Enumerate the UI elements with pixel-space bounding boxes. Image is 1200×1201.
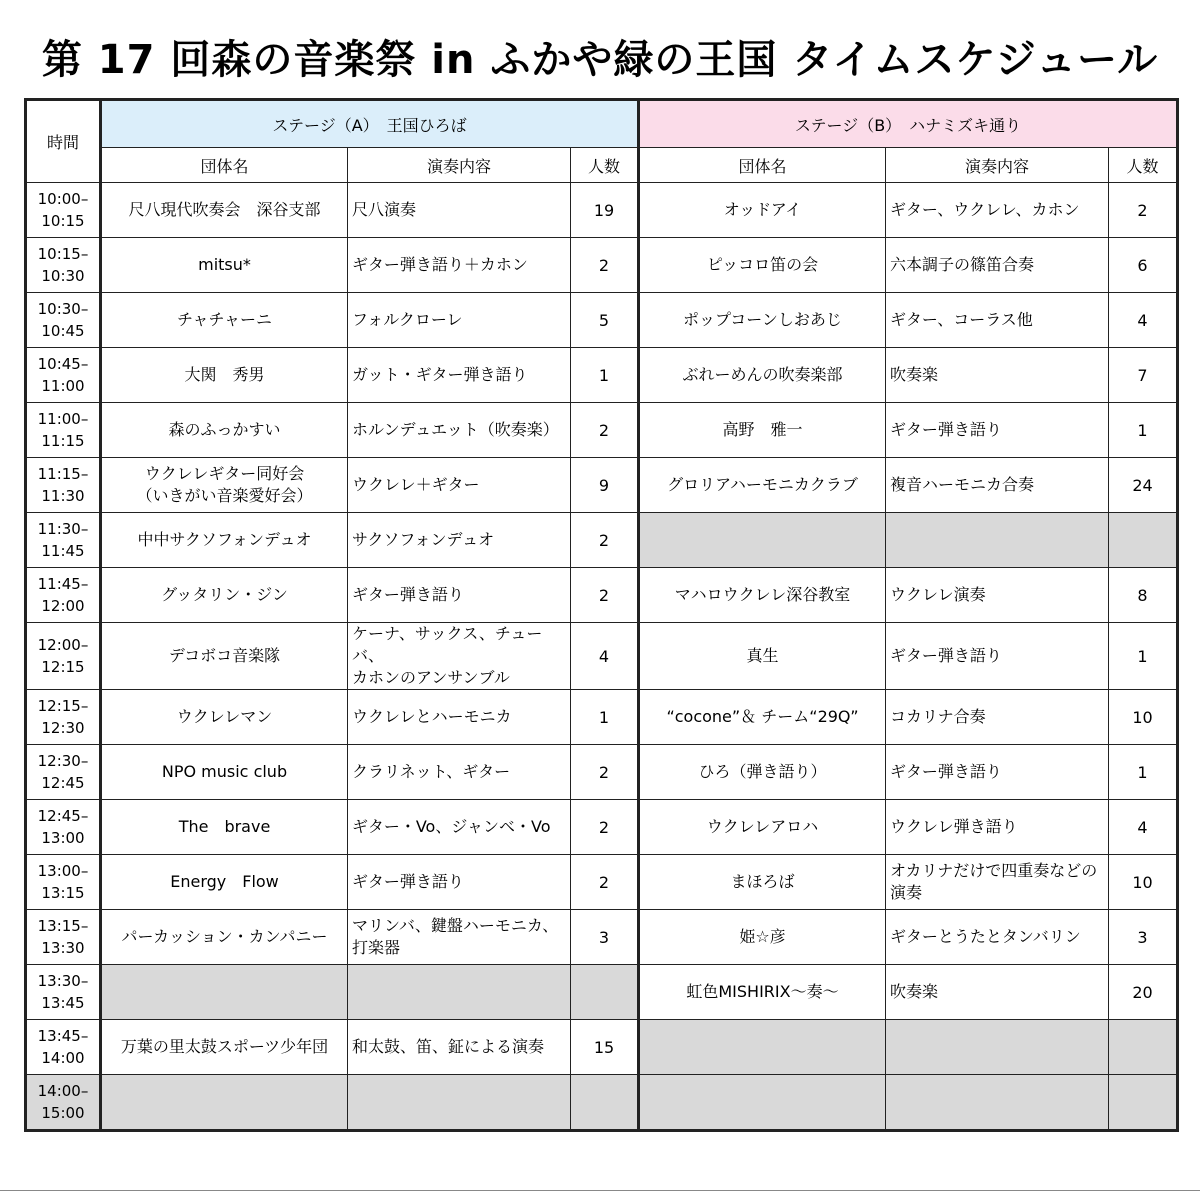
table-row [26, 855, 1178, 910]
page-title: 第 17 回森の音楽祭 in ふかや緑の王国 タイムスケジュール [41, 37, 1159, 83]
stage-a-content-cell [348, 403, 571, 458]
time-cell [26, 1020, 101, 1075]
stage-b-content-cell [886, 458, 1109, 513]
time-start: 13:45– [37, 1027, 89, 1045]
table-row [26, 403, 1178, 458]
stage-a-group-cell [101, 458, 348, 513]
stage-a-count-cell: 19 [571, 183, 639, 238]
stage-a-group-cell [101, 183, 348, 238]
stage-b-count-header: 人数 [1109, 148, 1178, 183]
performance-content-line: クラリネット、ギター [352, 762, 511, 781]
performance-content-line: ギター、コーラス他 [890, 310, 1033, 329]
stage-b-count-cell: 8 [1109, 568, 1178, 623]
stage-b-group-cell [639, 690, 886, 745]
stage-a-count-header: 人数 [571, 148, 639, 183]
stage-a-count-cell: 2 [571, 855, 639, 910]
time-end: 10:45 [41, 322, 85, 340]
stage-b-group-cell [639, 293, 886, 348]
stage-b-group-cell [639, 1020, 886, 1075]
stage-a-group-cell [101, 293, 348, 348]
group-name-line: 尺八現代吹奏会 深谷支部 [128, 200, 321, 219]
performance-content-line: フォルクローレ [352, 310, 463, 329]
stage-b-count-cell: 1 [1109, 403, 1178, 458]
performance-content-line: 複音ハーモニカ合奏 [890, 475, 1035, 494]
stage-b-group-cell [639, 910, 886, 965]
stage-b-count-cell [1109, 513, 1178, 568]
time-start: 10:15– [37, 245, 89, 263]
stage-a-content-cell [348, 745, 571, 800]
stage-a-header: ステージ（A） 王国ひろば [101, 100, 639, 148]
stage-b-count-cell: 4 [1109, 293, 1178, 348]
stage-b-content-cell [886, 1020, 1109, 1075]
table-row [26, 458, 1178, 513]
stage-a-count-cell: 4 [571, 623, 639, 690]
table-row [26, 623, 1178, 690]
performance-content-line: サクソフォンデュオ [352, 530, 495, 549]
stage-a-group-cell [101, 690, 348, 745]
stage-a-content-cell [348, 965, 571, 1020]
stage-b-count-cell: 1 [1109, 623, 1178, 690]
time-cell [26, 965, 101, 1020]
group-name-line: 高野 雅一 [722, 420, 803, 439]
stage-b-group-header: 団体名 [639, 148, 886, 183]
stage-b-group-cell [639, 183, 886, 238]
time-header: 時間 [26, 100, 101, 183]
time-cell [26, 690, 101, 745]
performance-content-line: オカリナだけで四重奏などの [890, 861, 1098, 880]
table-row [26, 800, 1178, 855]
performance-content-line: カホンのアンサンブル [352, 668, 510, 687]
performance-content-line: 演奏 [890, 883, 923, 902]
group-name-line: ウクレレマン [176, 707, 273, 726]
group-name-line: グロリアハーモニカクラブ [667, 475, 858, 494]
group-name-line: mitsu* [198, 255, 251, 274]
time-end: 12:30 [41, 719, 85, 737]
table-row [26, 910, 1178, 965]
time-end: 13:15 [41, 884, 85, 902]
time-start: 13:30– [37, 972, 89, 990]
stage-b-content-cell [886, 568, 1109, 623]
table-row [26, 690, 1178, 745]
table-row [26, 745, 1178, 800]
group-name-line: グッタリン・ジン [161, 585, 288, 604]
group-name-line: 森のふっかすい [168, 420, 281, 439]
time-cell [26, 1075, 101, 1131]
performance-content-line: ウクレレ演奏 [890, 585, 986, 604]
group-name-line: （いきがい音楽愛好会） [136, 486, 313, 505]
stage-a-content-cell [348, 238, 571, 293]
time-start: 11:00– [37, 410, 89, 428]
stage-a-content-cell [348, 513, 571, 568]
stage-a-count-cell: 2 [571, 403, 639, 458]
group-name-line: “cocone”＆ チーム“29Q” [666, 707, 859, 726]
stage-a-count-cell: 15 [571, 1020, 639, 1075]
stage-a-count-cell: 2 [571, 568, 639, 623]
stage-b-header: ステージ（B） ハナミズキ通り [639, 100, 1178, 148]
performance-content-line: 尺八演奏 [352, 200, 417, 219]
stage-a-count-cell: 2 [571, 800, 639, 855]
stage-b-group-cell [639, 403, 886, 458]
stage-a-content-cell [348, 183, 571, 238]
performance-content-line: 六本調子の篠笛合奏 [890, 255, 1035, 274]
time-cell [26, 745, 101, 800]
time-end: 12:45 [41, 774, 85, 792]
group-name-line: NPO music club [161, 762, 288, 781]
group-name-line: デコボコ音楽隊 [168, 646, 281, 665]
bottom-divider [0, 1190, 1200, 1201]
time-start: 10:45– [37, 355, 89, 373]
time-start: 12:30– [37, 752, 89, 770]
stage-b-content-cell [886, 183, 1109, 238]
stage-a-count-cell [571, 1075, 639, 1131]
time-cell [26, 568, 101, 623]
table-row [26, 1020, 1178, 1075]
performance-content-line: ギター、ウクレレ、カホン [890, 200, 1080, 219]
stage-a-content-header: 演奏内容 [348, 148, 571, 183]
time-start: 11:45– [37, 575, 89, 593]
stage-a-content-cell [348, 855, 571, 910]
time-cell [26, 293, 101, 348]
table-row [26, 965, 1178, 1020]
stage-b-content-cell [886, 293, 1109, 348]
table-row [26, 513, 1178, 568]
stage-b-content-cell [886, 348, 1109, 403]
table-row [26, 568, 1178, 623]
performance-content-line: ギター弾き語り [890, 420, 1002, 439]
stage-a-count-cell: 2 [571, 745, 639, 800]
stage-b-group-cell [639, 238, 886, 293]
stage-b-count-cell [1109, 1075, 1178, 1131]
stage-a-group-cell [101, 348, 348, 403]
stage-a-count-cell [571, 965, 639, 1020]
stage-b-content-cell [886, 238, 1109, 293]
performance-content-line: 和太鼓、笛、鉦による演奏 [352, 1037, 545, 1056]
time-end: 13:45 [41, 994, 85, 1012]
stage-b-content-cell [886, 403, 1109, 458]
time-start: 10:30– [37, 300, 89, 318]
group-name-line: パーカッション・カンパニー [121, 927, 328, 946]
stage-b-count-cell [1109, 1020, 1178, 1075]
stage-b-content-header: 演奏内容 [886, 148, 1109, 183]
performance-content-line: 吹奏楽 [890, 982, 939, 1001]
stage-b-group-cell [639, 568, 886, 623]
stage-a-group-header: 団体名 [101, 148, 348, 183]
performance-content-line: ホルンデュエット（吹奏楽） [352, 420, 559, 439]
performance-content-line: ウクレレとハーモニカ [352, 707, 512, 726]
table-header [26, 100, 1178, 183]
table-row [26, 183, 1178, 238]
performance-content-line: 吹奏楽 [890, 365, 939, 384]
stage-b-count-cell: 6 [1109, 238, 1178, 293]
time-start: 12:45– [37, 807, 89, 825]
group-name-line: チャチャーニ [176, 310, 273, 329]
stage-b-group-cell [639, 855, 886, 910]
stage-b-content-cell [886, 690, 1109, 745]
group-name-line: マハロウクレレ深谷教室 [674, 585, 851, 604]
stage-a-group-cell [101, 965, 348, 1020]
time-start: 13:15– [37, 917, 89, 935]
stage-a-count-cell: 5 [571, 293, 639, 348]
time-start: 14:00– [37, 1082, 89, 1100]
stage-a-content-cell [348, 623, 571, 690]
stage-b-content-cell [886, 855, 1109, 910]
stage-a-count-cell: 3 [571, 910, 639, 965]
group-name-line: まほろば [730, 872, 795, 891]
performance-content-line: ギター弾き語り [890, 762, 1002, 781]
stage-a-group-cell [101, 800, 348, 855]
group-name-line: ウクレレアロハ [706, 817, 819, 836]
group-name-line: オッドアイ [723, 200, 802, 219]
stage-b-count-cell: 1 [1109, 745, 1178, 800]
group-name-line: 万葉の里太鼓スポーツ少年団 [120, 1037, 329, 1056]
table-row [26, 1075, 1178, 1131]
stage-b-content-cell [886, 623, 1109, 690]
stage-b-count-cell: 3 [1109, 910, 1178, 965]
time-start: 13:00– [37, 862, 89, 880]
stage-a-content-cell [348, 800, 571, 855]
stage-b-content-cell [886, 745, 1109, 800]
table-row [26, 348, 1178, 403]
group-name-line: 中中サクソフォンデュオ [137, 530, 312, 549]
stage-b-content-cell [886, 965, 1109, 1020]
stage-b-count-cell: 10 [1109, 690, 1178, 745]
time-cell [26, 910, 101, 965]
time-cell [26, 855, 101, 910]
table-body [26, 183, 1178, 1131]
time-start: 10:00– [37, 190, 89, 208]
stage-b-count-cell: 2 [1109, 183, 1178, 238]
stage-b-group-cell [639, 745, 886, 800]
stage-b-group-cell [639, 348, 886, 403]
performance-content-line: ギター弾き語り＋カホン [352, 255, 528, 274]
performance-content-line: コカリナ合奏 [890, 707, 986, 726]
stage-a-content-cell [348, 293, 571, 348]
stage-b-group-cell [639, 513, 886, 568]
stage-b-content-cell [886, 910, 1109, 965]
stage-b-group-cell [639, 458, 886, 513]
time-cell [26, 513, 101, 568]
stage-a-group-cell [101, 623, 348, 690]
performance-content-line: ケーナ、サックス、チューバ、 [352, 624, 543, 665]
performance-content-line: ウクレレ＋ギター [352, 475, 480, 494]
time-cell [26, 238, 101, 293]
time-end: 12:15 [41, 658, 85, 676]
performance-content-line: ウクレレ弾き語り [890, 817, 1018, 836]
stage-a-content-cell [348, 1075, 571, 1131]
stage-b-content-cell [886, 800, 1109, 855]
time-end: 14:00 [41, 1049, 85, 1067]
time-cell [26, 458, 101, 513]
stage-a-content-cell [348, 458, 571, 513]
group-name-line: The brave [178, 817, 271, 836]
schedule-table [24, 98, 1179, 1132]
stage-a-group-cell [101, 855, 348, 910]
time-cell [26, 800, 101, 855]
group-name-line: ウクレレギター同好会 [144, 464, 305, 483]
group-name-line: ぶれーめんの吹奏楽部 [682, 365, 843, 384]
time-cell [26, 403, 101, 458]
performance-content-line: ギター弾き語り [352, 872, 464, 891]
time-cell [26, 348, 101, 403]
stage-b-content-cell [886, 513, 1109, 568]
group-name-line: 大関 秀男 [184, 365, 265, 384]
group-name-line: 真生 [746, 646, 779, 665]
time-start: 11:15– [37, 465, 89, 483]
stage-a-group-cell [101, 745, 348, 800]
time-start: 12:15– [37, 697, 89, 715]
stage-a-count-cell: 9 [571, 458, 639, 513]
group-name-line: 虹色MISHIRIX～奏～ [686, 982, 839, 1001]
time-end: 13:00 [41, 829, 85, 847]
stage-b-count-cell: 4 [1109, 800, 1178, 855]
stage-a-group-cell [101, 403, 348, 458]
table-row [26, 238, 1178, 293]
stage-a-content-cell [348, 1020, 571, 1075]
stage-a-count-cell: 2 [571, 238, 639, 293]
performance-content-line: ギター・Vo、ジャンベ・Vo [352, 817, 551, 836]
time-end: 13:30 [41, 939, 85, 957]
performance-content-line: ガット・ギター弾き語り [352, 365, 528, 384]
stage-a-content-cell [348, 690, 571, 745]
performance-content-line: 打楽器 [352, 938, 401, 957]
performance-content-line: ギター弾き語り [890, 646, 1002, 665]
stage-b-group-cell [639, 1075, 886, 1131]
stage-b-group-cell [639, 965, 886, 1020]
time-end: 11:15 [41, 432, 85, 450]
stage-a-content-cell [348, 568, 571, 623]
group-name-line: Energy Flow [170, 872, 279, 891]
performance-content-line: ギター弾き語り [352, 585, 464, 604]
table-row [26, 293, 1178, 348]
stage-b-content-cell [886, 1075, 1109, 1131]
group-name-line: ひろ（弾き語り） [698, 762, 827, 781]
stage-a-group-cell [101, 513, 348, 568]
performance-content-line: ギターとうたとタンバリン [890, 927, 1081, 946]
stage-b-group-cell [639, 623, 886, 690]
stage-a-count-cell: 2 [571, 513, 639, 568]
stage-b-count-cell: 10 [1109, 855, 1178, 910]
time-end: 12:00 [41, 597, 85, 615]
stage-b-group-cell [639, 800, 886, 855]
time-end: 11:45 [41, 542, 85, 560]
stage-a-content-cell [348, 348, 571, 403]
group-name-line: 姫☆彦 [739, 927, 786, 946]
group-name-line: ポップコーンしおあじ [683, 310, 842, 329]
stage-a-content-cell [348, 910, 571, 965]
time-cell [26, 183, 101, 238]
stage-a-group-cell [101, 238, 348, 293]
stage-a-group-cell [101, 1020, 348, 1075]
stage-a-count-cell: 1 [571, 348, 639, 403]
time-end: 10:30 [41, 267, 85, 285]
stage-a-group-cell [101, 1075, 348, 1131]
time-end: 15:00 [41, 1104, 85, 1122]
stage-b-count-cell: 7 [1109, 348, 1178, 403]
time-start: 11:30– [37, 520, 89, 538]
stage-a-group-cell [101, 568, 348, 623]
stage-a-group-cell [101, 910, 348, 965]
time-start: 12:00– [37, 636, 89, 654]
time-end: 10:15 [41, 212, 85, 230]
stage-b-count-cell: 20 [1109, 965, 1178, 1020]
time-end: 11:00 [41, 377, 85, 395]
time-cell [26, 623, 101, 690]
group-name-line: ピッコロ笛の会 [706, 255, 819, 274]
stage-a-count-cell: 1 [571, 690, 639, 745]
stage-b-count-cell: 24 [1109, 458, 1178, 513]
time-end: 11:30 [41, 487, 85, 505]
performance-content-line: マリンバ、鍵盤ハーモニカ、 [352, 916, 559, 935]
